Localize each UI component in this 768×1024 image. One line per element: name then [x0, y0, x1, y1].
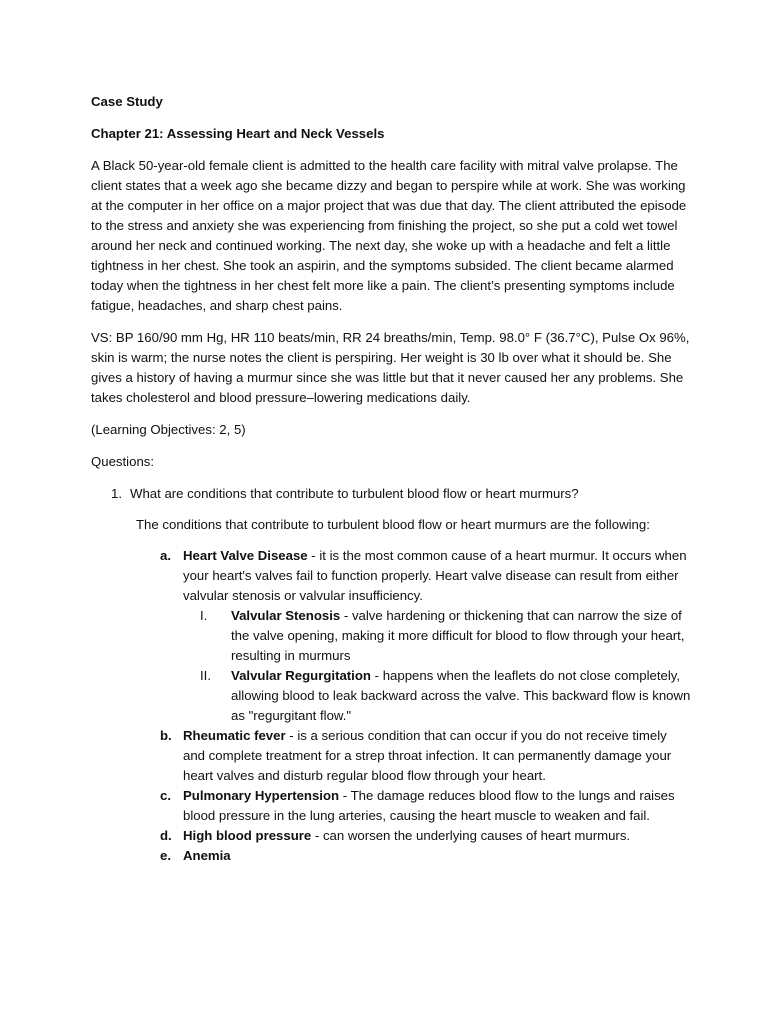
list-item	[160, 846, 691, 866]
condition-term: Pulmonary Hypertension	[183, 788, 340, 803]
question-number: 1.	[111, 486, 122, 501]
questions-label: Questions:	[91, 454, 155, 469]
condition-term: Valvular Stenosis	[231, 608, 341, 623]
case-study-heading: Case Study	[91, 94, 163, 109]
document-body	[91, 92, 691, 866]
condition-term: Rheumatic fever	[183, 728, 286, 743]
list-item	[160, 726, 691, 786]
list-item	[200, 666, 691, 726]
learning-objectives: (Learning Objectives: 2, 5)	[91, 422, 246, 437]
list-marker: II.	[200, 668, 211, 683]
question-list	[91, 484, 691, 504]
chapter-title: Chapter 21: Assessing Heart and Neck Vessels	[91, 126, 385, 141]
question-text: What are conditions that contribute to turbulent blood flow or heart murmurs?	[130, 486, 579, 501]
question-item	[91, 484, 691, 504]
list-item	[160, 546, 691, 726]
list-marker: d.	[160, 828, 172, 843]
condition-description: - The damage reduces blood flow to the lungs and raises blood pressure in the lung arteries, causing the heart muscle to weaken and fail.	[183, 788, 675, 823]
condition-description: - valve hardening or thickening that can narrow the size of the valve opening, making it more difficult for blood to flow through your heart, resulting in murmurs	[231, 608, 685, 663]
vital-signs-paragraph: VS: BP 160/90 mm Hg, HR 110 beats/min, RR 24 breaths/min, Temp. 98.0° F (36.7°C), Pulse Ox 96%, skin is warm; the nurse notes the client is perspiring. Her weight is 30 lb over what it should be. She gives a history of having a murmur since she was little but that it never caused her any problems. She takes cholesterol and blood pressure–lowering medications daily.	[91, 330, 690, 405]
condition-term: High blood pressure	[183, 828, 312, 843]
valve-disease-sublist	[200, 606, 691, 726]
list-marker: I.	[200, 608, 208, 623]
list-marker: e.	[160, 848, 171, 863]
condition-description: - it is the most common cause of a heart murmur. It occurs when your heart's valves fail to function properly. Heart valve disease can result from either valvular stenosis or valvular insufficiency.	[183, 548, 687, 603]
answer-intro: The conditions that contribute to turbulent blood flow or heart murmurs are the following:	[136, 517, 650, 532]
list-marker: b.	[160, 728, 172, 743]
list-item	[160, 786, 691, 826]
condition-list	[160, 546, 691, 866]
condition-term: Anemia	[183, 848, 231, 863]
condition-term: Heart Valve Disease	[183, 548, 308, 563]
condition-term: Valvular Regurgitation	[231, 668, 371, 683]
condition-description: - is a serious condition that can occur if you do not receive timely and complete treatment for a strep throat infection. It can permanently damage your heart valves and disturb regular blood flow through your heart.	[183, 728, 672, 783]
list-marker: a.	[160, 548, 171, 563]
condition-description: - happens when the leaflets do not close completely, allowing blood to leak backward across the valve. This backward flow is known as "regurgitant flow."	[231, 668, 691, 723]
list-marker: c.	[160, 788, 171, 803]
condition-description: - can worsen the underlying causes of heart murmurs.	[311, 828, 631, 843]
list-item	[160, 826, 691, 846]
list-item	[200, 606, 691, 666]
scenario-paragraph: A Black 50-year-old female client is admitted to the health care facility with mitral valve prolapse. The client states that a week ago she became dizzy and began to perspire while at work. She was working at the computer in her office on a major project that was due that day. The client attributed the episode to the stress and anxiety she was experiencing from finishing the project, so she put a cold wet towel around her neck and continued working. The next day, she woke up with a headache and felt a little tightness in her chest. She took an aspirin, and the symptoms subsided. The client became alarmed today when the tightness in her chest felt more like a pain. The client’s presenting symptoms include fatigue, headaches, and sharp chest pains.	[91, 158, 687, 313]
